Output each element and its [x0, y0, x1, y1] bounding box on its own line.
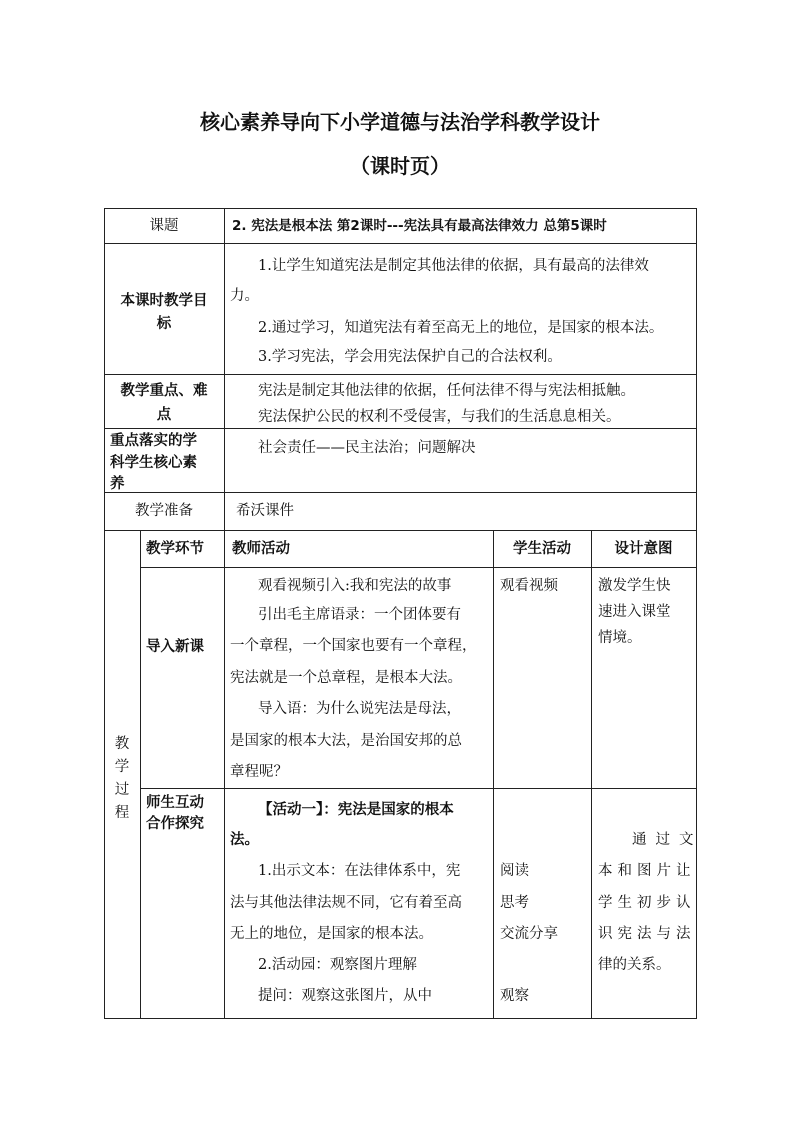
teacher-activity-line: 法。 — [230, 832, 259, 848]
row-divider — [104, 530, 697, 531]
col-header-teacher: 教师活动 — [232, 541, 290, 557]
key-point-item: 宪法保护公民的权利不受侵害，与我们的生活息息相关。 — [258, 409, 621, 425]
prep-label: 教学准备 — [135, 503, 193, 519]
teacher-activity-line: 法与其他法律法规不同，它有着至高 — [230, 895, 462, 911]
student-activity-line: 思考 — [500, 895, 529, 911]
literacy-value: 社会责任——民主法治；问题解决 — [258, 440, 476, 456]
literacy-label-line1: 重点落实的学 — [110, 433, 197, 449]
column-divider — [224, 530, 225, 1019]
goal-item: 2.通过学习，知道宪法有着至高无上的地位，是国家的根本法。 — [258, 320, 664, 336]
design-intent-line: 情境。 — [598, 630, 642, 646]
column-divider — [591, 530, 592, 1019]
row-divider — [104, 492, 697, 493]
design-intent-line: 识宪法与法 — [598, 926, 696, 942]
design-intent-line: 本和图片让 — [598, 863, 696, 879]
teacher-activity-line: 2.活动园：观察图片理解 — [258, 957, 417, 973]
lesson-value: 2. 宪法是根本法 第2课时---宪法具有最高法律效力 总第5课时 — [232, 218, 607, 234]
col-header-intent: 设计意图 — [614, 541, 673, 557]
table-border-top — [104, 208, 697, 209]
student-activity-line: 观看视频 — [500, 578, 558, 594]
student-activity-line: 观察 — [500, 988, 529, 1004]
teacher-activity-line: 宪法就是一个总章程，是根本大法。 — [230, 670, 462, 686]
document-title: 核心素养导向下小学道德与法治学科教学设计 — [200, 110, 600, 134]
teacher-activity-line: 1.出示文本：在法律体系中，宪 — [258, 863, 461, 879]
design-intent-line: 律的关系。 — [598, 957, 671, 973]
goal-item: 力。 — [230, 288, 259, 304]
design-intent-line: 激发学生快 — [598, 578, 671, 594]
key-point-item: 宪法是制定其他法律的依据，任何法律不得与宪法相抵触。 — [258, 383, 635, 399]
student-activity-line: 阅读 — [500, 863, 529, 879]
table-border-right — [696, 208, 697, 1019]
design-intent-line: 速进入课堂 — [598, 604, 671, 620]
teacher-activity-line: 引出毛主席语录：一个团体要有 — [258, 607, 461, 623]
col-header-student: 学生活动 — [513, 541, 571, 557]
table-border-bottom — [104, 1018, 697, 1019]
goals-label-line1: 本课时教学目 — [120, 293, 208, 309]
stage-interactive-line1: 师生互动 — [146, 795, 204, 811]
teacher-activity-line: 提问：观察这张图片，从中 — [258, 988, 432, 1004]
lesson-label: 课题 — [149, 218, 179, 234]
column-divider — [493, 530, 494, 1019]
design-intent-line: 通过文 — [632, 832, 703, 848]
key-points-label-line1: 教学重点、难 — [120, 383, 208, 399]
column-divider — [224, 208, 225, 531]
teacher-activity-line: 无上的地位，是国家的根本法。 — [230, 926, 433, 942]
student-activity-line: 交流分享 — [500, 926, 558, 942]
stage-interactive-line2: 合作探究 — [146, 816, 204, 832]
process-side-label-char: 学 — [114, 759, 130, 775]
design-intent-line: 学生初步认 — [598, 895, 696, 911]
goals-label-line2: 标 — [156, 316, 172, 332]
teacher-activity-line: 导入语：为什么说宪法是母法， — [258, 701, 461, 717]
process-side-label-char: 教 — [114, 736, 130, 752]
literacy-label-line3: 养 — [110, 476, 125, 492]
document-subtitle: （课时页） — [350, 154, 450, 178]
teacher-activity-line: 观看视频引入:我和宪法的故事 — [258, 578, 452, 594]
teacher-activity-line: 一个章程，一个国家也要有一个章程， — [230, 638, 477, 654]
literacy-label-line2: 科学生核心素 — [110, 455, 197, 471]
column-divider — [140, 530, 141, 1019]
stage-intro: 导入新课 — [146, 639, 204, 655]
col-header-stage: 教学环节 — [146, 541, 204, 557]
teacher-activity-line: 是国家的根本大法，是治国安邦的总 — [230, 733, 462, 749]
teacher-activity-line: 章程呢？ — [230, 764, 288, 780]
row-divider — [104, 374, 697, 375]
goal-item: 1.让学生知道宪法是制定其他法律的依据，具有最高的法律效 — [258, 258, 649, 274]
row-divider — [104, 243, 697, 244]
key-points-label-line2: 点 — [156, 407, 172, 423]
prep-value: 希沃课件 — [236, 503, 294, 519]
process-side-label-char: 过 — [114, 782, 130, 798]
goal-item: 3.学习宪法，学会用宪法保护自己的合法权利。 — [258, 349, 562, 365]
teacher-activity-line: 【活动一】：宪法是国家的根本 — [258, 802, 454, 818]
process-side-label-char: 程 — [114, 805, 130, 821]
